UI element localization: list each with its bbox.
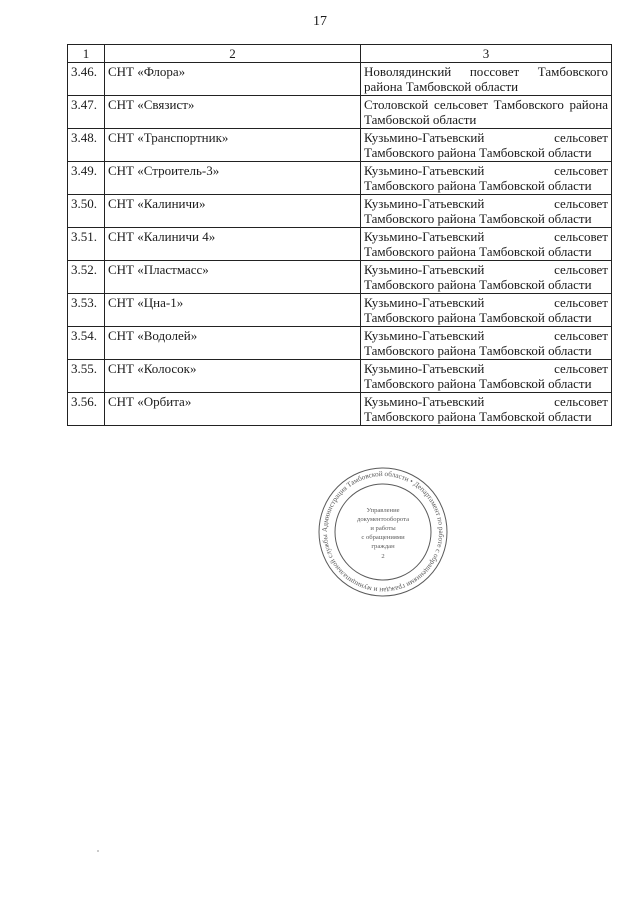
location-line-2: Тамбовской области bbox=[364, 112, 477, 127]
location-line-2: Тамбовского района Тамбовской области bbox=[364, 343, 592, 358]
header-cell-name: 2 bbox=[105, 45, 361, 63]
settlement-location bbox=[361, 228, 612, 261]
settlement-location bbox=[361, 261, 612, 294]
table-header-row bbox=[68, 45, 612, 63]
location-line-2: Тамбовского района Тамбовской области bbox=[364, 211, 592, 226]
settlement-location bbox=[361, 162, 612, 195]
settlement-name: СНТ «Связист» bbox=[105, 96, 361, 129]
table-row bbox=[68, 195, 612, 228]
row-number: 3.52. bbox=[68, 261, 105, 294]
row-number: 3.49. bbox=[68, 162, 105, 195]
row-number: 3.53. bbox=[68, 294, 105, 327]
row-number: 3.55. bbox=[68, 360, 105, 393]
settlement-name: СНТ «Колосок» bbox=[105, 360, 361, 393]
settlement-location bbox=[361, 327, 612, 360]
location-line-2: Тамбовского района Тамбовской области bbox=[364, 376, 592, 391]
settlement-name: СНТ «Цна-1» bbox=[105, 294, 361, 327]
stamp-ring-text: Администрация Тамбовской области • Департамент по работе с обращениями граждан и муниципальной службы bbox=[320, 469, 446, 595]
row-number: 3.46. bbox=[68, 63, 105, 96]
location-line-1: Кузьмино-Гатьевский сельсовет bbox=[364, 361, 608, 376]
settlement-name: СНТ «Калиничи 4» bbox=[105, 228, 361, 261]
row-number: 3.54. bbox=[68, 327, 105, 360]
location-line-2: Тамбовского района Тамбовской области bbox=[364, 178, 592, 193]
stamp-text-line-3: и работы bbox=[370, 525, 396, 532]
table-row bbox=[68, 129, 612, 162]
location-line-1: Новолядинский поссовет Тамбовского bbox=[364, 64, 608, 79]
stamp-text-line-5: граждан bbox=[371, 543, 395, 550]
stamp-outer-ring bbox=[319, 468, 447, 596]
location-line-1: Кузьмино-Гатьевский сельсовет bbox=[364, 130, 608, 145]
stamp-inner-ring bbox=[335, 484, 431, 580]
table-row bbox=[68, 228, 612, 261]
location-line-1: Кузьмино-Гатьевский сельсовет bbox=[364, 295, 608, 310]
settlement-location bbox=[361, 195, 612, 228]
settlement-name: СНТ «Калиничи» bbox=[105, 195, 361, 228]
settlement-location bbox=[361, 360, 612, 393]
settlement-name: СНТ «Строитель-3» bbox=[105, 162, 361, 195]
scan-artifact bbox=[97, 850, 99, 852]
table-row bbox=[68, 294, 612, 327]
settlement-name: СНТ «Орбита» bbox=[105, 393, 361, 426]
location-line-1: Кузьмино-Гатьевский сельсовет bbox=[364, 328, 608, 343]
row-number: 3.56. bbox=[68, 393, 105, 426]
settlement-name: СНТ «Водолей» bbox=[105, 327, 361, 360]
stamp-text-line-1: Управление bbox=[366, 507, 400, 514]
table-row bbox=[68, 327, 612, 360]
stamp-number: 2 bbox=[381, 553, 385, 560]
table-row bbox=[68, 261, 612, 294]
header-cell-location: 3 bbox=[361, 45, 612, 63]
location-line-2: Тамбовского района Тамбовской области bbox=[364, 409, 592, 424]
settlements-table bbox=[67, 44, 612, 426]
table-row bbox=[68, 96, 612, 129]
location-line-1: Кузьмино-Гатьевский сельсовет bbox=[364, 163, 608, 178]
settlement-location bbox=[361, 393, 612, 426]
settlement-location bbox=[361, 129, 612, 162]
settlement-location bbox=[361, 96, 612, 129]
location-line-2: района Тамбовской области bbox=[364, 79, 519, 94]
table-row bbox=[68, 360, 612, 393]
row-number: 3.48. bbox=[68, 129, 105, 162]
header-cell-number: 1 bbox=[68, 45, 105, 63]
row-number: 3.51. bbox=[68, 228, 105, 261]
location-line-2: Тамбовского района Тамбовской области bbox=[364, 244, 592, 259]
location-line-1: Кузьмино-Гатьевский сельсовет bbox=[364, 394, 608, 409]
page-number: 17 bbox=[313, 14, 327, 29]
location-line-1: Столовской сельсовет Тамбовского района bbox=[364, 97, 608, 112]
settlement-location bbox=[361, 294, 612, 327]
location-line-1: Кузьмино-Гатьевский сельсовет bbox=[364, 196, 608, 211]
stamp-text-line-4: с обращениями bbox=[361, 534, 405, 541]
location-line-2: Тамбовского района Тамбовской области bbox=[364, 277, 592, 292]
table-row bbox=[68, 63, 612, 96]
row-number: 3.50. bbox=[68, 195, 105, 228]
table-row bbox=[68, 393, 612, 426]
stamp-text-line-2: документооборота bbox=[356, 516, 410, 523]
location-line-1: Кузьмино-Гатьевский сельсовет bbox=[364, 229, 608, 244]
settlement-location bbox=[361, 63, 612, 96]
official-stamp bbox=[317, 466, 449, 598]
settlement-name: СНТ «Транспортник» bbox=[105, 129, 361, 162]
settlement-name: СНТ «Пластмасс» bbox=[105, 261, 361, 294]
settlement-name: СНТ «Флора» bbox=[105, 63, 361, 96]
location-line-2: Тамбовского района Тамбовской области bbox=[364, 310, 592, 325]
location-line-2: Тамбовского района Тамбовской области bbox=[364, 145, 592, 160]
row-number: 3.47. bbox=[68, 96, 105, 129]
table-row bbox=[68, 162, 612, 195]
location-line-1: Кузьмино-Гатьевский сельсовет bbox=[364, 262, 608, 277]
